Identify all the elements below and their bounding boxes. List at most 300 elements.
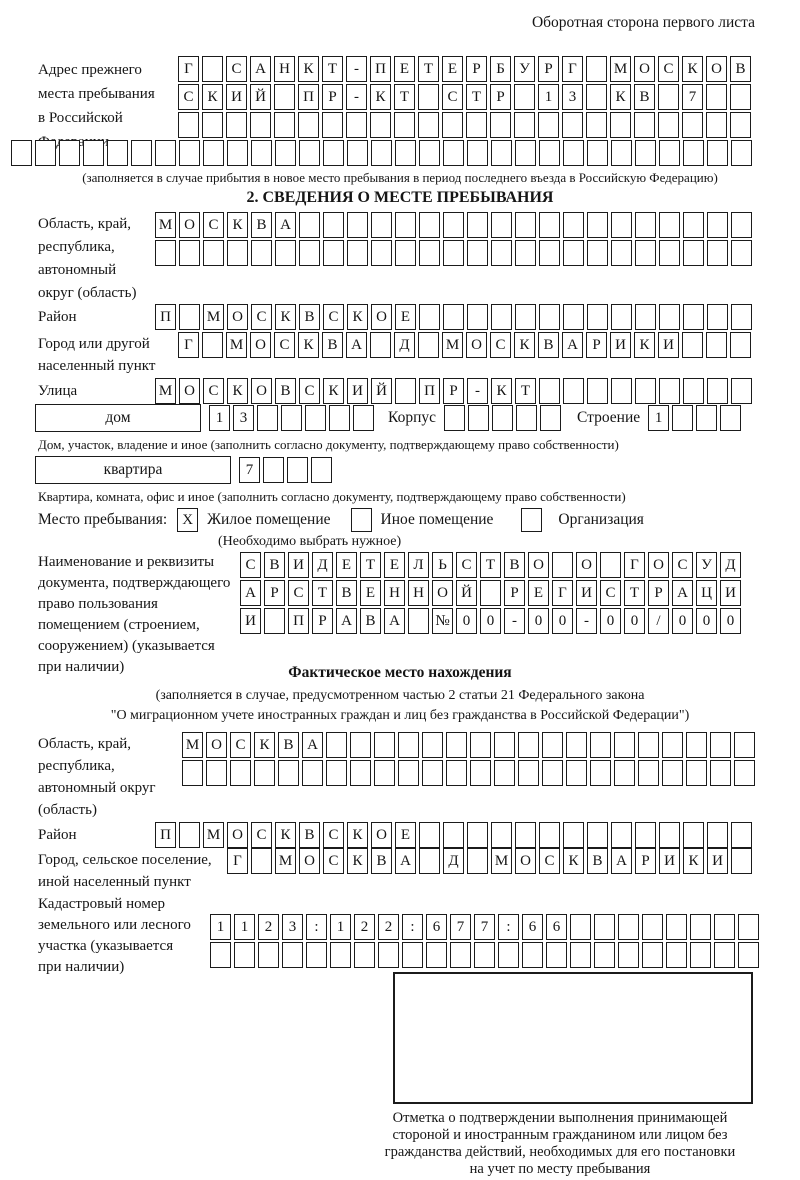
char-box: П: [155, 822, 176, 848]
char-box: Е: [384, 552, 405, 578]
char-box: [514, 112, 535, 138]
cadastral-row-1: [210, 914, 759, 940]
char-box: С: [203, 212, 224, 238]
char-box: П: [419, 378, 440, 404]
char-box: №: [432, 608, 453, 634]
char-box: Ц: [696, 580, 717, 606]
char-box: [480, 580, 501, 606]
char-box: [402, 942, 423, 968]
char-box: [586, 112, 607, 138]
char-box: [590, 760, 611, 786]
char-box: Е: [395, 822, 416, 848]
char-box: [618, 942, 639, 968]
char-box: С: [456, 552, 477, 578]
char-box: [419, 240, 440, 266]
char-box: Г: [178, 56, 199, 82]
residence-checkbox-zhiloe: X: [177, 508, 198, 532]
char-box: Д: [443, 848, 464, 874]
document-row-2: [240, 580, 741, 606]
corner-note: Оборотная сторона первого листа: [531, 14, 755, 31]
apartment-rect-label: квартира: [35, 456, 231, 484]
char-box: [353, 405, 374, 431]
char-box: [398, 732, 419, 758]
char-box: [738, 942, 759, 968]
char-box: К: [323, 378, 344, 404]
char-box: [611, 378, 632, 404]
char-box: [611, 212, 632, 238]
label-line: округ (область): [38, 285, 137, 301]
char-box: [179, 822, 200, 848]
char-box: В: [538, 332, 559, 358]
char-box: 7: [474, 914, 495, 940]
char-box: [730, 332, 751, 358]
section2-title: 2. СВЕДЕНИЯ О МЕСТЕ ПРЕБЫВАНИЯ: [246, 189, 554, 206]
char-box: [107, 140, 128, 166]
house-number-row: [209, 405, 374, 431]
char-box: [563, 304, 584, 330]
char-box: [707, 304, 728, 330]
char-box: [714, 914, 735, 940]
label-line: стороной и иностранным гражданином или лицом без: [392, 1127, 728, 1143]
char-box: [635, 304, 656, 330]
char-box: [586, 84, 607, 110]
char-box: [182, 760, 203, 786]
char-box: А: [250, 56, 271, 82]
prev-address-row-1: [178, 56, 751, 82]
char-box: В: [299, 304, 320, 330]
char-box: [539, 212, 560, 238]
char-box: И: [658, 332, 679, 358]
label-line: Наименование и реквизиты: [38, 554, 215, 570]
char-box: [666, 914, 687, 940]
char-box: С: [323, 304, 344, 330]
char-box: О: [206, 732, 227, 758]
char-box: [306, 942, 327, 968]
char-box: К: [298, 332, 319, 358]
char-box: У: [696, 552, 717, 578]
char-box: А: [302, 732, 323, 758]
char-box: [659, 140, 680, 166]
char-box: В: [322, 332, 343, 358]
char-box: [155, 140, 176, 166]
char-box: О: [227, 822, 248, 848]
char-box: И: [610, 332, 631, 358]
char-box: В: [504, 552, 525, 578]
char-box: [494, 732, 515, 758]
char-box: [467, 212, 488, 238]
char-box: [444, 405, 465, 431]
char-box: Г: [562, 56, 583, 82]
label-line: Город или другой: [38, 336, 150, 352]
char-box: Г: [552, 580, 573, 606]
char-box: [467, 848, 488, 874]
char-box: [467, 822, 488, 848]
char-box: [730, 84, 751, 110]
char-box: В: [730, 56, 751, 82]
char-box: [227, 140, 248, 166]
char-box: [491, 304, 512, 330]
char-box: 1: [210, 914, 231, 940]
char-box: [491, 240, 512, 266]
label-line: Город, сельское поселение,: [38, 852, 212, 868]
char-box: [552, 552, 573, 578]
char-box: [418, 112, 439, 138]
char-box: [443, 304, 464, 330]
char-box: О: [528, 552, 549, 578]
char-box: [323, 212, 344, 238]
actual-city-label: [38, 849, 212, 893]
char-box: [371, 140, 392, 166]
char-box: [515, 212, 536, 238]
char-box: Г: [624, 552, 645, 578]
char-box: 7: [450, 914, 471, 940]
char-box: [706, 84, 727, 110]
char-box: Л: [408, 552, 429, 578]
char-box: [395, 212, 416, 238]
char-box: Е: [528, 580, 549, 606]
residence-option-inoe: Иное помещение: [380, 511, 494, 528]
char-box: 0: [528, 608, 549, 634]
char-box: [470, 760, 491, 786]
char-box: С: [539, 848, 560, 874]
char-box: [682, 112, 703, 138]
char-box: С: [240, 552, 261, 578]
char-box: [203, 240, 224, 266]
house-row: [35, 404, 741, 432]
char-box: К: [514, 332, 535, 358]
char-box: [234, 942, 255, 968]
char-box: [443, 140, 464, 166]
char-box: 0: [480, 608, 501, 634]
char-box: [492, 405, 513, 431]
char-box: В: [371, 848, 392, 874]
char-box: 1: [234, 914, 255, 940]
char-box: К: [683, 848, 704, 874]
residence-hint: (Необходимо выбрать нужное): [218, 534, 402, 549]
char-box: [230, 760, 251, 786]
char-box: С: [274, 332, 295, 358]
char-box: [683, 304, 704, 330]
char-box: [515, 240, 536, 266]
char-box: 1: [648, 405, 669, 431]
char-box: [468, 405, 489, 431]
char-box: -: [504, 608, 525, 634]
char-box: [323, 240, 344, 266]
char-box: [618, 914, 639, 940]
char-box: [662, 760, 683, 786]
cadastral-row-2: [210, 942, 759, 968]
label-line: Адрес прежнего: [38, 62, 142, 78]
char-box: С: [251, 822, 272, 848]
char-box: К: [347, 304, 368, 330]
prev-address-row-2: [178, 84, 751, 110]
char-box: О: [432, 580, 453, 606]
char-box: П: [370, 56, 391, 82]
char-box: Р: [635, 848, 656, 874]
char-box: [278, 760, 299, 786]
actual-region-row-2: [182, 760, 755, 786]
char-box: Н: [408, 580, 429, 606]
prev-address-footnote: (заполняется в случае прибытия в новое место пребывания в период последнего въезда в Российскую Федерацию): [82, 170, 718, 185]
char-box: [446, 732, 467, 758]
char-box: [419, 212, 440, 238]
char-box: И: [226, 84, 247, 110]
char-box: [522, 942, 543, 968]
char-box: С: [323, 822, 344, 848]
char-box: С: [178, 84, 199, 110]
char-box: В: [634, 84, 655, 110]
char-box: С: [299, 378, 320, 404]
char-box: [378, 942, 399, 968]
char-box: А: [384, 608, 405, 634]
char-box: [594, 914, 615, 940]
char-box: [587, 304, 608, 330]
char-box: Р: [322, 84, 343, 110]
char-box: С: [442, 84, 463, 110]
char-box: Е: [395, 304, 416, 330]
char-box: 3: [562, 84, 583, 110]
char-box: К: [634, 332, 655, 358]
char-box: [634, 112, 655, 138]
char-box: [264, 608, 285, 634]
char-box: О: [250, 332, 271, 358]
char-box: Д: [720, 552, 741, 578]
char-box: [251, 240, 272, 266]
char-box: [614, 760, 635, 786]
char-box: [395, 140, 416, 166]
char-box: П: [155, 304, 176, 330]
char-box: К: [491, 378, 512, 404]
char-box: К: [370, 84, 391, 110]
char-box: Р: [586, 332, 607, 358]
char-box: Й: [456, 580, 477, 606]
char-box: В: [251, 212, 272, 238]
char-box: С: [658, 56, 679, 82]
char-box: Т: [394, 84, 415, 110]
char-box: [611, 240, 632, 266]
char-box: Н: [384, 580, 405, 606]
char-box: [257, 405, 278, 431]
char-box: -: [346, 56, 367, 82]
char-box: [227, 240, 248, 266]
char-box: Т: [480, 552, 501, 578]
char-box: [287, 457, 308, 483]
region-label: [38, 213, 136, 305]
char-box: [408, 608, 429, 634]
char-box: [311, 457, 332, 483]
char-box: А: [336, 608, 357, 634]
char-box: [446, 760, 467, 786]
char-box: [707, 822, 728, 848]
char-box: [610, 112, 631, 138]
char-box: :: [498, 914, 519, 940]
char-box: [202, 112, 223, 138]
char-box: [707, 140, 728, 166]
street-label: Улица: [38, 383, 78, 399]
char-box: [514, 84, 535, 110]
char-box: [587, 240, 608, 266]
label-line: автономный: [38, 262, 117, 278]
char-box: [594, 942, 615, 968]
char-box: Р: [648, 580, 669, 606]
char-box: К: [347, 848, 368, 874]
house-caption: Дом, участок, владение и иное (заполнить согласно документу, подтверждающему право собственности): [38, 437, 619, 452]
char-box: Р: [264, 580, 285, 606]
char-box: [683, 140, 704, 166]
char-box: [491, 212, 512, 238]
char-box: С: [600, 580, 621, 606]
char-box: О: [251, 378, 272, 404]
char-box: [690, 942, 711, 968]
char-box: Р: [538, 56, 559, 82]
char-box: О: [299, 848, 320, 874]
char-box: А: [672, 580, 693, 606]
char-box: Т: [515, 378, 536, 404]
char-box: И: [659, 848, 680, 874]
house-rect-label: дом: [35, 404, 201, 432]
char-box: О: [227, 304, 248, 330]
char-box: Е: [336, 552, 357, 578]
char-box: 0: [552, 608, 573, 634]
char-box: [686, 760, 707, 786]
char-box: В: [275, 378, 296, 404]
city-label: [38, 333, 155, 377]
char-box: [443, 212, 464, 238]
label-line: Область, край,: [38, 216, 132, 232]
char-box: [422, 760, 443, 786]
label-line: участка (указывается: [38, 938, 174, 954]
char-box: 0: [696, 608, 717, 634]
char-box: [566, 732, 587, 758]
char-box: [350, 732, 371, 758]
label-line: Кадастровый номер: [38, 896, 165, 912]
char-box: И: [347, 378, 368, 404]
char-box: [562, 112, 583, 138]
char-box: [539, 140, 560, 166]
char-box: [354, 942, 375, 968]
char-box: -: [576, 608, 597, 634]
region-row-1: [155, 212, 752, 238]
label-line: на учет по месту пребывания: [469, 1161, 651, 1177]
char-box: Т: [312, 580, 333, 606]
char-box: Р: [466, 56, 487, 82]
char-box: О: [466, 332, 487, 358]
char-box: [263, 457, 284, 483]
residence-option-org: Организация: [558, 511, 644, 528]
char-box: [299, 240, 320, 266]
char-box: [570, 942, 591, 968]
char-box: В: [587, 848, 608, 874]
char-box: 6: [522, 914, 543, 940]
char-box: [690, 914, 711, 940]
char-box: О: [634, 56, 655, 82]
char-box: [642, 942, 663, 968]
char-box: 7: [239, 457, 260, 483]
char-box: [614, 732, 635, 758]
char-box: [515, 304, 536, 330]
char-box: [542, 760, 563, 786]
char-box: :: [306, 914, 327, 940]
char-box: 2: [258, 914, 279, 940]
stroenie-label: Строение: [577, 409, 641, 426]
residence-checkbox-org: [521, 508, 542, 532]
char-box: М: [155, 212, 176, 238]
char-box: [731, 140, 752, 166]
char-box: А: [395, 848, 416, 874]
char-box: [706, 112, 727, 138]
char-box: Г: [178, 332, 199, 358]
char-box: [395, 240, 416, 266]
char-box: -: [467, 378, 488, 404]
char-box: Е: [442, 56, 463, 82]
char-box: [371, 240, 392, 266]
char-box: [518, 732, 539, 758]
char-box: К: [275, 822, 296, 848]
label-line: в Российской: [38, 110, 123, 126]
char-box: [731, 848, 752, 874]
char-box: [474, 942, 495, 968]
char-box: [683, 378, 704, 404]
char-box: [734, 760, 755, 786]
char-box: К: [227, 378, 248, 404]
char-box: [11, 140, 32, 166]
char-box: О: [515, 848, 536, 874]
document-label: [38, 552, 230, 678]
char-box: [347, 212, 368, 238]
char-box: М: [182, 732, 203, 758]
char-box: [419, 140, 440, 166]
char-box: [346, 112, 367, 138]
label-line: Область, край,: [38, 736, 132, 752]
apartment-number-row: [239, 457, 332, 483]
char-box: [131, 140, 152, 166]
char-box: [329, 405, 350, 431]
char-box: [226, 112, 247, 138]
char-box: К: [254, 732, 275, 758]
char-box: [467, 140, 488, 166]
actual-location-note-2: "О миграционном учете иностранных граждан и лиц без гражданства в Российской Федерации"): [110, 708, 690, 723]
char-box: И: [576, 580, 597, 606]
label-line: право пользования: [38, 596, 158, 612]
korpus-label: Корпус: [388, 409, 436, 426]
char-box: [682, 332, 703, 358]
char-box: [518, 760, 539, 786]
actual-region-row-1: [182, 732, 755, 758]
char-box: [206, 760, 227, 786]
char-box: [638, 760, 659, 786]
char-box: [467, 240, 488, 266]
char-box: П: [298, 84, 319, 110]
label-line: документа, подтверждающего: [38, 575, 231, 591]
char-box: [515, 822, 536, 848]
char-box: [323, 140, 344, 166]
prev-address-row-3: [178, 112, 751, 138]
label-line: (область): [38, 802, 97, 818]
char-box: [322, 112, 343, 138]
char-box: [686, 732, 707, 758]
char-box: К: [347, 822, 368, 848]
char-box: [563, 212, 584, 238]
char-box: [326, 760, 347, 786]
char-box: [600, 552, 621, 578]
char-box: [251, 140, 272, 166]
char-box: 3: [233, 405, 254, 431]
char-box: [642, 914, 663, 940]
char-box: Б: [490, 56, 511, 82]
char-box: [443, 240, 464, 266]
char-box: [394, 112, 415, 138]
char-box: 1: [209, 405, 230, 431]
